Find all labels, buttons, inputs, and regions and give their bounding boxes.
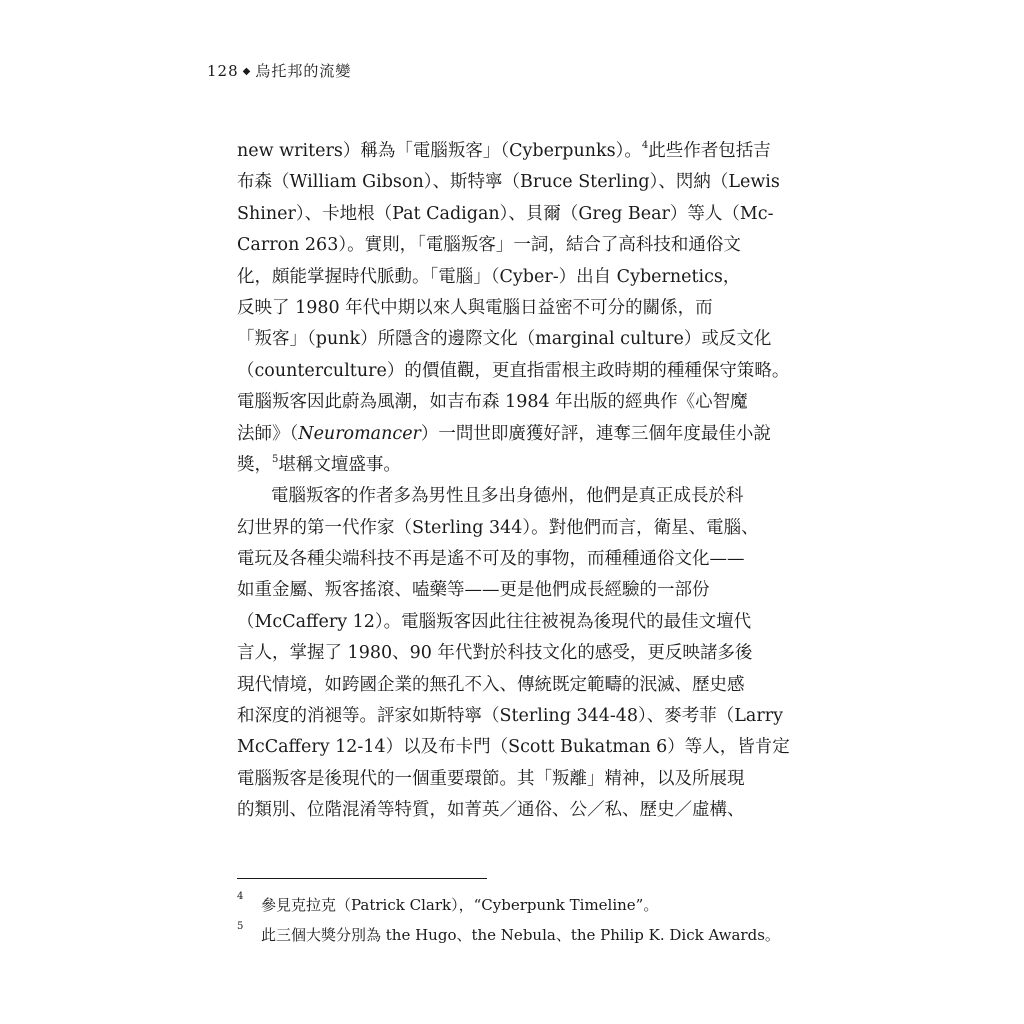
text-line: 法師》（Neuromancer）一問世即廣獲好評，連奪三個年度最佳小說 xyxy=(237,423,771,444)
text-line: Carron 263）。實則，「電腦叛客」一詞，結合了高科技和通俗文 xyxy=(237,235,741,256)
text-line: 電玩及各種尖端科技不再是遙不可及的事物，而種種通俗文化—— xyxy=(237,549,745,570)
text-line: 和深度的消褪等。評家如斯特寧（Sterling 344-48）、麥考菲（Larry xyxy=(237,706,783,727)
book-title: 烏托邦的流變 xyxy=(255,62,352,80)
text-line: 電腦叛客因此蔚為風潮，如吉布森 1984 年出版的經典作《心智魔 xyxy=(237,392,748,413)
separator-diamond-icon: ◆ xyxy=(242,66,252,77)
running-head xyxy=(207,60,351,81)
footnote-ref-5: 5 xyxy=(272,453,279,465)
text-line: （McCaffery 12）。電腦叛客因此往往被視為後現代的最佳文壇代 xyxy=(237,611,752,632)
text-line: （counterculture）的價值觀，更直指雷根主政時期的種種保守策略。 xyxy=(237,360,790,381)
footnote-text: 參見克拉克（Patrick Clark），“Cyberpunk Timeline”。 xyxy=(261,896,659,914)
text-line: 化，頗能掌握時代脈動。「電腦」（Cyber-）出自 Cybernetics， xyxy=(237,266,741,287)
text-line: 言人，掌握了 1980、90 年代對於科技文化的感受，更反映諸多後 xyxy=(237,643,753,664)
footnote xyxy=(237,920,797,950)
page-number: 128 xyxy=(207,62,239,80)
text-line: 現代情境，如跨國企業的無孔不入、傳統既定範疇的泯滅、歷史感 xyxy=(237,674,745,695)
body-text xyxy=(237,136,790,827)
footnote xyxy=(237,890,797,920)
footnote-number: 4 xyxy=(237,891,244,902)
footnote-ref-4: 4 xyxy=(641,140,649,151)
text-line: new writers）稱為「電腦叛客」（Cyberpunks）。$^4$ 此些作者包括吉 xyxy=(237,140,771,161)
text-line: Shiner）、卡地根（Pat Cadigan）、貝爾（Greg Bear）等人（Mc- xyxy=(237,203,774,224)
text-line: 的類別、位階混淆等特質，如菁英／通俗、公／私、歷史／虛構、 xyxy=(237,800,745,821)
text-line: 電腦叛客的作者多為男性且多出身德州，他們是真正成長於科 xyxy=(271,486,744,507)
footnote-divider xyxy=(237,878,487,879)
text-line: 如重金屬、叛客搖滾、嗑藥等——更是他們成長經驗的一部份 xyxy=(237,580,710,601)
book-title-italic: Neuromancer xyxy=(298,423,421,444)
text-line: McCaffery 12-14）以及布卡門（Scott Bukatman 6）等人，皆肯定 xyxy=(237,737,790,758)
footnote-number: 5 xyxy=(237,921,244,932)
text-line: 電腦叛客是後現代的一個重要環節。其「叛離」精神，以及所展現 xyxy=(237,768,745,789)
text-line: 「叛客」（punk）所隱含的邊際文化（marginal culture）或反文化 xyxy=(237,329,772,350)
footnote-text: 此三個大獎分別為 the Hugo、the Nebula、the Philip K. Dick Awards。 xyxy=(261,926,780,944)
text-line: 獎，$^5$堪稱文壇盛事。 xyxy=(237,453,401,475)
footnotes xyxy=(237,890,797,950)
text-line: 布森（William Gibson）、斯特寧（Bruce Sterling）、閃納（Lewis xyxy=(237,172,780,193)
text-line: 反映了 1980 年代中期以來人與電腦日益密不可分的關係，而 xyxy=(237,297,713,318)
text-line: 幻世界的第一代作家（Sterling 344）。對他們而言，衛星、電腦、 xyxy=(237,517,759,538)
